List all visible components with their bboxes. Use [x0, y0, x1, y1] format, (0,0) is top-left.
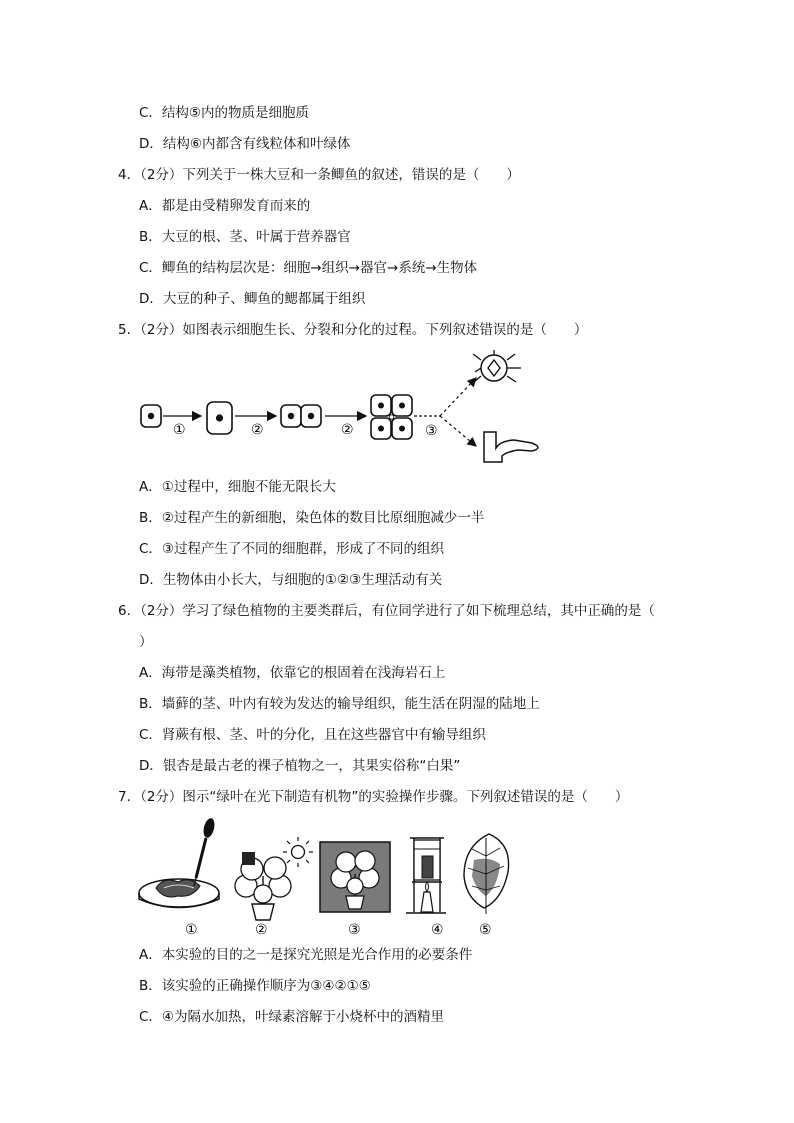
- q5-cell-process-figure: [138, 350, 558, 465]
- fig5-label: ①: [173, 422, 186, 438]
- q4-option-b: B．大豆的根、茎、叶属于营养器官: [139, 229, 351, 245]
- potted-plant-in-sun-illustration: [235, 837, 313, 920]
- q7-option-a: A．本实验的目的之一是探究光照是光合作用的必要条件: [139, 947, 473, 963]
- q4-option-a: A．都是由受精卵发育而来的: [139, 198, 311, 214]
- q4-option-d: D．大豆的种子、鲫鱼的鳃都属于组织: [139, 291, 366, 307]
- fig5-label: ②: [251, 422, 264, 438]
- q7-option-b: B．该实验的正确操作顺序为③④②①⑤: [139, 978, 371, 994]
- differentiated-elongated-cell: [484, 432, 538, 462]
- q6-option-c: C．肾蕨有根、茎、叶的分化，且在这些器官中有输导组织: [139, 727, 486, 743]
- fig5-label: ②: [341, 422, 354, 438]
- differentiated-star-cell: [473, 350, 521, 383]
- q4-option-c: C．鲫鱼的结构层次是：细胞→组织→器官→系统→生物体: [139, 260, 478, 276]
- q5-option-a: A．①过程中，细胞不能无限长大: [139, 479, 336, 495]
- q5-option-c: C．③过程产生了不同的细胞群，形成了不同的组织: [139, 541, 445, 557]
- q6-stem: 6．（2分）学习了绿色植物的主要类群后，有位同学进行了如下梳理总结，其中正确的是（: [118, 603, 655, 619]
- q7-experiment-figure: [134, 816, 514, 940]
- q6-option-d: D．银杏是最古老的裸子植物之一，其果实俗称“白果”: [139, 758, 461, 774]
- q6-option-a: A．海带是藻类植物，依靠它的根固着在浅海岩石上: [139, 665, 446, 681]
- q3-option-d: D．结构⑥内都含有线粒体和叶绿体: [139, 136, 351, 152]
- q5-option-d: D．生物体由小长大，与细胞的①②③生理活动有关: [139, 572, 443, 588]
- q5-stem: 5．（2分）如图表示细胞生长、分裂和分化的过程。下列叙述错误的是（ ）: [118, 322, 588, 338]
- fig7-label: ③: [348, 922, 361, 938]
- dish-with-dropper-illustration: [139, 817, 219, 907]
- fig7-label: ⑤: [479, 922, 492, 938]
- q7-stem: 7．（2分）图示“绿叶在光下制造有机物”的实验操作步骤。下列叙述错误的是（ ）: [118, 789, 629, 805]
- q4-stem: 4．（2分）下列关于一株大豆和一条鲫鱼的叙述，错误的是（ ）: [118, 167, 520, 183]
- q3-option-c: C．结构⑤内的物质是细胞质: [139, 105, 310, 121]
- q7-option-c: C．④为隔水加热，叶绿素溶解于小烧杯中的酒精里: [139, 1009, 445, 1025]
- fig7-label: ②: [255, 922, 268, 938]
- q6-option-b: B．墙藓的茎、叶内有较为发达的输导组织，能生活在阴湿的陆地上: [139, 696, 540, 712]
- fig5-label: ③: [425, 423, 438, 439]
- fig7-label: ④: [431, 922, 444, 938]
- fig7-label: ①: [185, 922, 198, 938]
- plant-in-dark-illustration: [320, 842, 390, 912]
- q5-option-b: B．②过程产生的新细胞，染色体的数目比原细胞减少一半: [139, 510, 485, 526]
- water-bath-heating-illustration: [406, 838, 446, 913]
- q6-stem-continued: ）: [139, 634, 153, 650]
- stained-leaf-illustration: [464, 834, 509, 914]
